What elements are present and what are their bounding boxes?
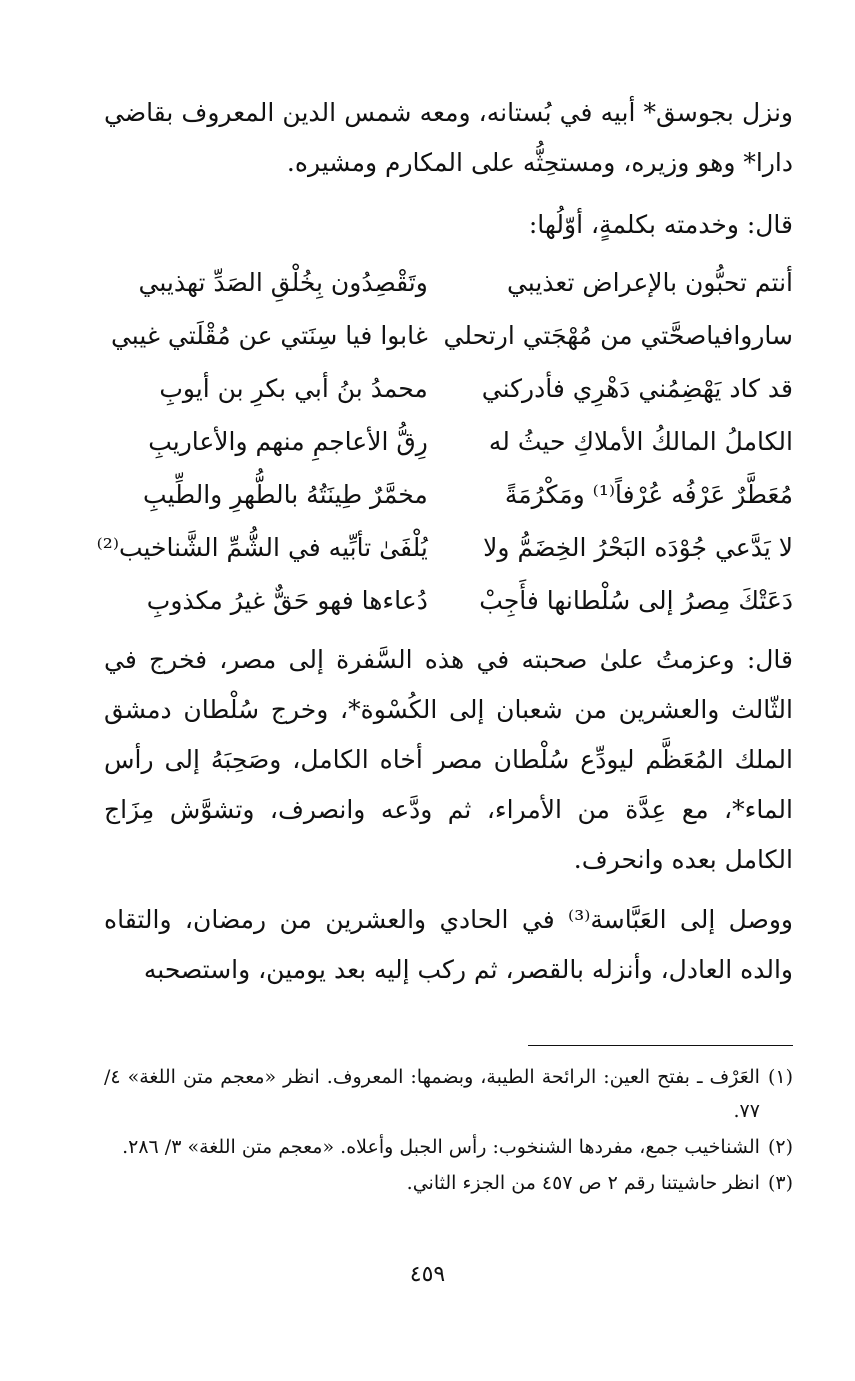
verse-second-hemistich: يُلْفَىٰ تأبِّيه في الشُّمِّ الشَّناخيب⁽²⁾ [96, 533, 428, 562]
verse-first-hemistich: دَعَتْكَ مِصرُ إلى سُلْطانها فأَجِبْ [479, 586, 793, 615]
verse-first-hemistich: مُعَطَّرٌ عَرْفُه عُرْفاً⁽¹⁾ ومَكْرُمَةً [504, 480, 793, 509]
footnote-text: انظر حاشيتنا رقم ٢ ص ٤٥٧ من الجزء الثاني. [406, 1172, 760, 1194]
footnote-number: (٣) [767, 1172, 793, 1194]
footnote [104, 1060, 793, 1128]
footnotes [104, 1060, 793, 1200]
footnote [104, 1130, 793, 1164]
paragraph-1: ونزل بجوسق* أبيه في بُستانه، ومعه شمس الدين المعروف بقاضي دارا* وهو وزيره، ومستحِثُّه على المكارم ومشيره. [104, 98, 793, 177]
verse-second-hemistich: رِقُّ الأعاجمِ منهم والأعاريبِ [148, 427, 428, 456]
footnote-text: العَرْف ـ بفتح العين: الرائحة الطيبة، وبضمها: المعروف. انظر «معجم متن اللغة» ٤/ ٧٧. [104, 1066, 760, 1122]
page-number: ٤٥٩ [409, 1262, 446, 1287]
footnote-text: الشناخيب جمع، مفردها الشنخوب: رأس الجبل وأعلاه. «معجم متن اللغة» ٣/ ٢٨٦. [122, 1136, 760, 1158]
verse-first-hemistich: أنتم تحبُّون بالإعراض تعذيبي [506, 268, 793, 297]
verse-first-hemistich: الكاملُ المالكُ الأملاكِ حيثُ له [488, 427, 793, 456]
verse-first-hemistich: لا يَدَّعي جُوْدَه البَحْرُ الخِضَمُّ ولا [483, 533, 793, 562]
verse-line [104, 362, 793, 415]
footnote [104, 1166, 793, 1200]
verse-line [104, 309, 793, 362]
verse-line [96, 521, 793, 574]
verse-line [104, 256, 793, 309]
verse-line [104, 415, 793, 468]
verse-first-hemistich: قد كاد يَهْضِمُني دَهْرِي فأدركني [481, 374, 793, 403]
paragraph-2: قال: وعزمتُ علىٰ صحبته في هذه السَّفرة إلى مصر، فخرج في الثّالث والعشرين من شعبان إلى الكُسْوة*، وخرج سُلْطان دمشق الملك المُعَظَّم ليودِّع سُلْطان مصر أخاه الكامل، وصَحِبَهُ إلى رأس الماء*، مع عِدَّة من الأمراء، ثم ودَّعه وانصرف، وتشوَّش مِزَاج الكامل بعده وانحرف. [104, 645, 793, 874]
verse-first-hemistich: ساروافياصحَّتي من مُهْجَتي ارتحلي [443, 321, 793, 350]
verse-second-hemistich: محمدُ بنُ أبي بكرِ بن أيوبِ [159, 374, 428, 403]
verse-second-hemistich: وتَقْصِدُون بِخُلْقِ الصَدِّ تهذيبي [138, 268, 428, 297]
footnote-number: (٢) [767, 1136, 793, 1158]
verse-line [104, 574, 793, 627]
footnote-number: (١) [767, 1066, 793, 1088]
verse-second-hemistich: غابوا فيا سِنَتي عن مُقْلَتي غيبي [110, 321, 428, 350]
verse-second-hemistich: دُعاءها فهو حَقٌّ غيرُ مكذوبِ [146, 586, 428, 615]
footnote-separator [528, 1045, 793, 1046]
poem [96, 256, 793, 627]
paragraph-3: ووصل إلى العَبَّاسة⁽³⁾ في الحادي والعشرين من رمضان، والتقاه والده العادل، وأنزله بالقصر، ثم ركب إليه بعد يومين، واستصحبه [104, 905, 793, 984]
verse-second-hemistich: مخمَّرٌ طِينَتُهُ بالطُّهرِ والطِّيبِ [143, 480, 428, 509]
verse-intro: قال: وخدمته بكلمةٍ، أوّلُها: [528, 210, 793, 239]
verse-line [104, 468, 793, 521]
